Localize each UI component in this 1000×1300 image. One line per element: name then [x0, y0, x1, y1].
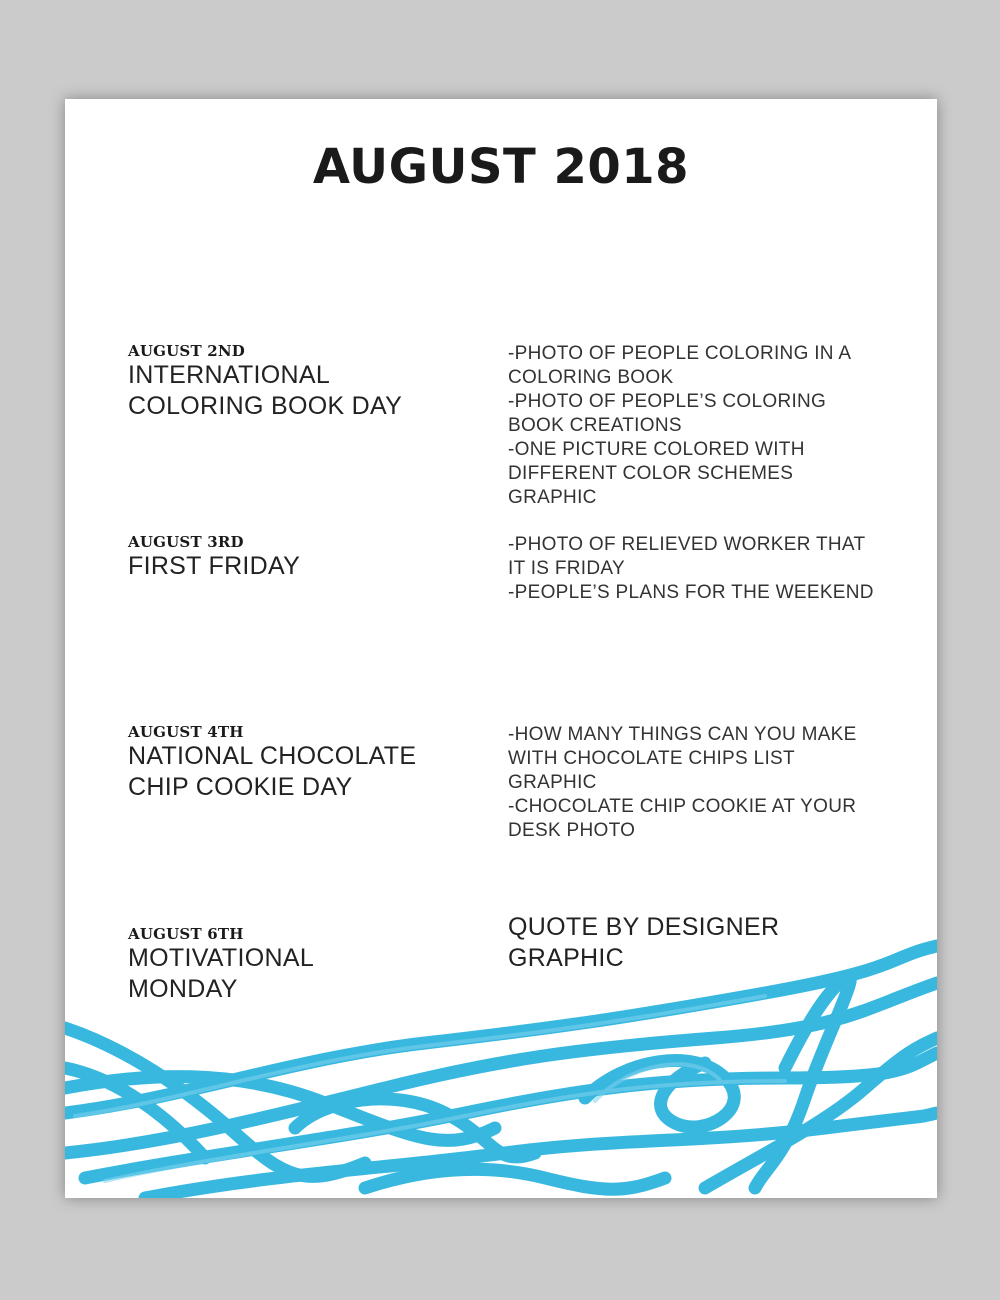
- entry-date: AUGUST 6TH: [128, 925, 244, 943]
- entry-date: AUGUST 4TH: [128, 723, 244, 741]
- entry-date: AUGUST 2ND: [128, 342, 245, 360]
- idea-line: QUOTE BY DESIGNER GRAPHIC: [508, 913, 780, 972]
- blue-scribble-decoration: [65, 938, 937, 1198]
- entry-ideas: [508, 533, 883, 605]
- calendar-page: [65, 99, 937, 1198]
- entry-event: MOTIVATIONAL MONDAY: [128, 944, 314, 1003]
- entry-event: FIRST FRIDAY: [128, 552, 301, 580]
- page-title: AUGUST 2018: [312, 139, 690, 195]
- idea-line: -ONE PICTURE COLORED WITH DIFFERENT COLOR SCHEMES GRAPHIC: [508, 439, 805, 508]
- entry-ideas: [508, 342, 883, 510]
- idea-line: -CHOCOLATE CHIP COOKIE AT YOUR DESK PHOTO: [508, 796, 857, 841]
- idea-line: -PEOPLE’S PLANS FOR THE WEEKEND: [508, 582, 874, 603]
- entry-event: INTERNATIONAL COLORING BOOK DAY: [128, 361, 403, 420]
- idea-line: -PHOTO OF PEOPLE COLORING IN A COLORING BOOK: [508, 343, 851, 388]
- entry-date: AUGUST 3RD: [128, 533, 244, 551]
- idea-line: -PHOTO OF RELIEVED WORKER THAT IT IS FRIDAY: [508, 534, 866, 579]
- idea-line: -PHOTO OF PEOPLE’S COLORING BOOK CREATIONS: [508, 391, 827, 436]
- entry-event: NATIONAL CHOCOLATE CHIP COOKIE DAY: [128, 742, 417, 801]
- idea-line: -HOW MANY THINGS CAN YOU MAKE WITH CHOCOLATE CHIPS LIST GRAPHIC: [508, 724, 857, 793]
- entry-ideas: [508, 723, 883, 843]
